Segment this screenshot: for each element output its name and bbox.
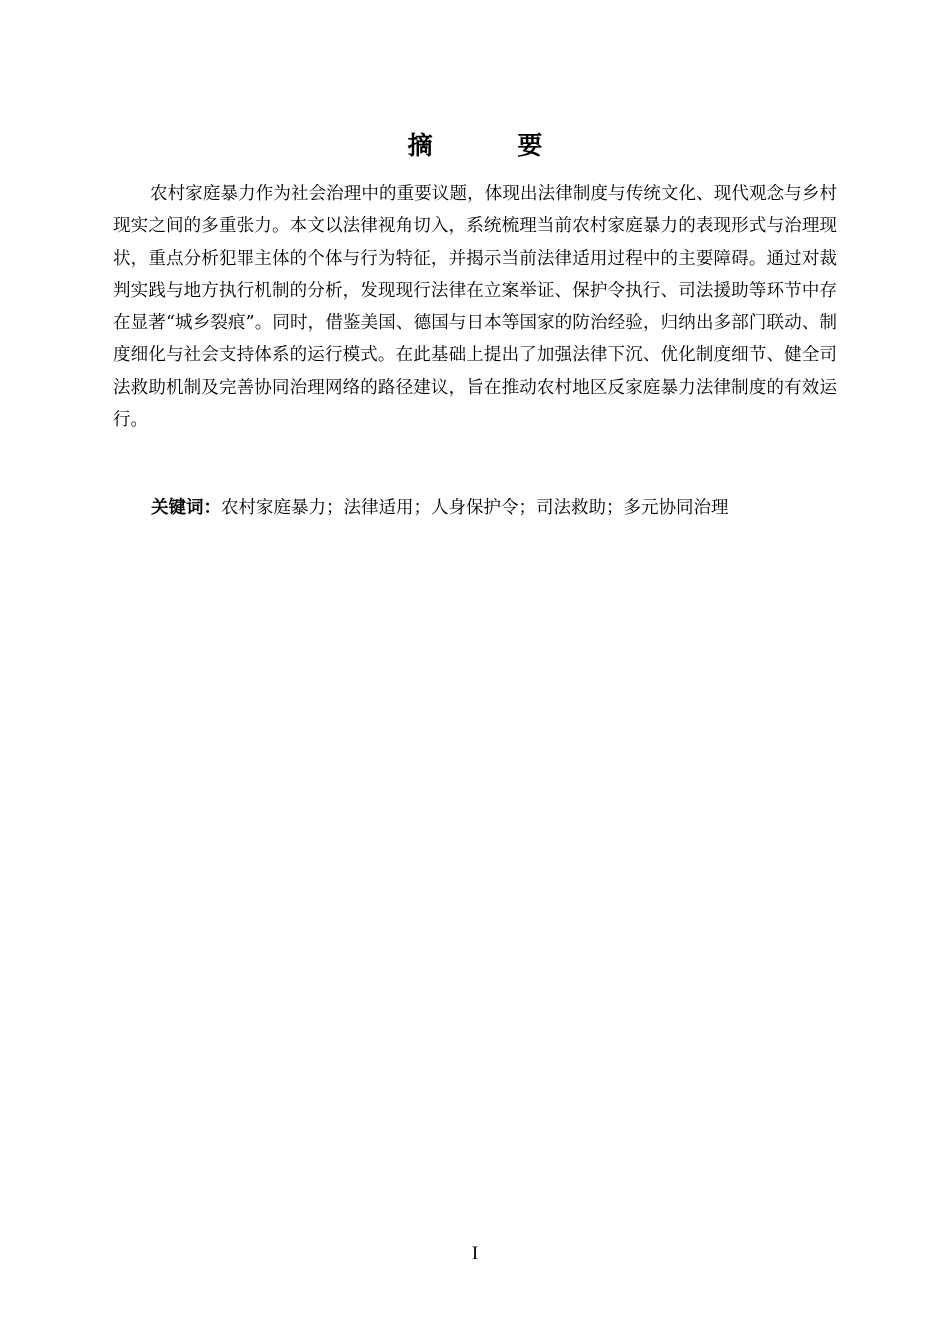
keywords-list: 农村家庭暴力；法律适用；人身保护令；司法救助；多元协同治理 [221, 498, 729, 518]
abstract-title: 摘 要 [407, 131, 581, 160]
keywords-label: 关键词： [151, 498, 221, 518]
keywords-line [151, 493, 851, 523]
page-number: I [471, 1243, 479, 1264]
abstract-paragraph: 农村家庭暴力作为社会治理中的重要议题，体现出法律制度与传统文化、现代观念与乡村现实之间的多重张力。本文以法律视角切入，系统梳理当前农村家庭暴力的表现形式与治理现状，重点分析犯罪主体的个体与行为特征，并揭示当前法律适用过程中的主要障碍。通过对裁判实践与地方执行机制的分析，发现现行法律在立案举证、保护令执行、司法援助等环节中存在显著“城乡裂痕”。同时，借鉴美国、德国与日本等国家的防治经验，归纳出多部门联动、制度细化与社会支持体系的运行模式。在此基础上提出了加强法律下沉、优化制度细节、健全司法救助机制及完善协同治理网络的路径建议，旨在推动农村地区反家庭暴力法律制度的有效运行。 [113, 184, 837, 431]
